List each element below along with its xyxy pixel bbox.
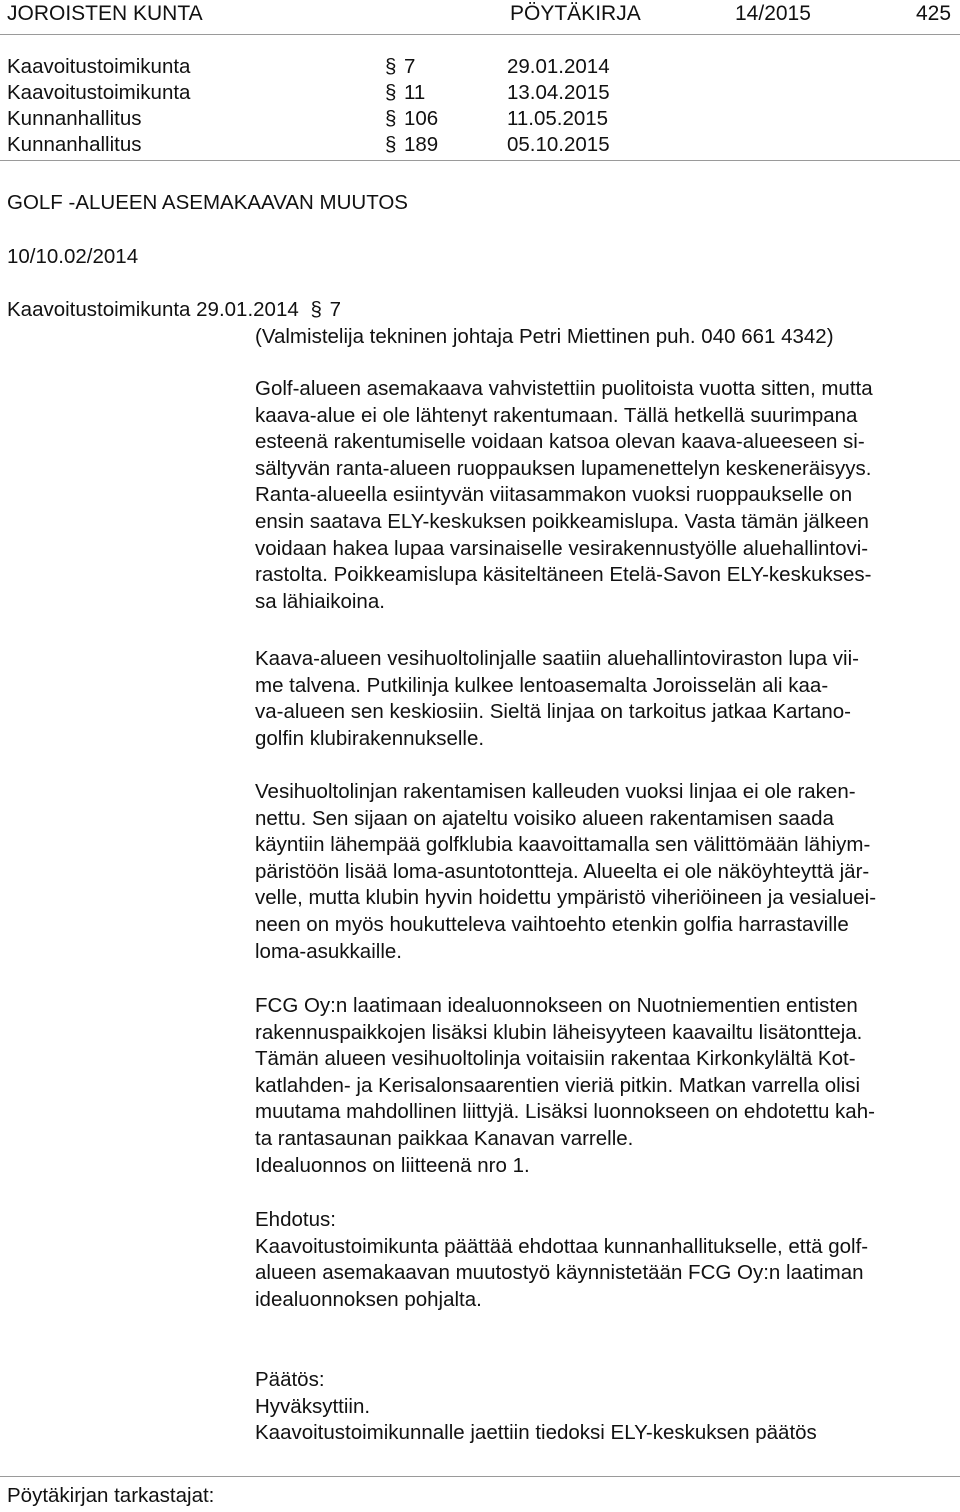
prior-meeting <box>7 298 341 322</box>
paragraph-plan-status <box>255 376 960 615</box>
prior-meeting-line: Kaavoitustoimikunta 29.01.2014 <box>7 298 299 321</box>
text-line: idealuonnoksen pohjalta. <box>255 1287 482 1311</box>
history-row <box>7 107 707 133</box>
page-title: GOLF -ALUEEN ASEMAKAAVAN MUUTOS <box>7 191 408 214</box>
text-line: va-alueen sen keskiosiin. Sieltä linjaa on tarkoitus jatkaa Kartano- <box>255 700 851 724</box>
text-line: Idealuonnos on liitteenä nro 1. <box>255 1153 530 1177</box>
section-sign-icon: § <box>385 133 397 156</box>
history-number: 7 <box>404 55 416 78</box>
history-body: Kunnanhallitus <box>7 133 142 156</box>
text-line: ensin saatava ELY-keskuksen poikkeamislupa. Vasta tämän jälkeen <box>255 509 869 533</box>
text-line: sa lähiaikoina. <box>255 589 385 613</box>
text-line: Hyväksyttiin. <box>255 1394 371 1418</box>
text-line: Golf-alueen asemakaava vahvistettiin puolitoista vuotta sitten, mutta <box>255 377 873 400</box>
paragraph-proposal <box>255 1207 960 1313</box>
history-date: 13.04.2015 <box>507 81 610 104</box>
history-row <box>7 133 707 159</box>
history-date: 11.05.2015 <box>507 107 609 130</box>
text-line: rastolta. Poikkeamislupa käsiteltäneen Etelä-Savon ELY-keskukses- <box>255 563 872 587</box>
text-line: sältyvän ranta-alueen ruoppauksen lupamenettelyn keskeneräisyys. <box>255 456 872 480</box>
paragraph-decision <box>255 1367 960 1447</box>
text-line: Kaavoitustoimikunta päättää ehdottaa kunnanhallitukselle, että golf- <box>255 1234 869 1258</box>
section-sign-icon: § <box>310 298 322 321</box>
paragraph-draft-plan <box>255 993 960 1179</box>
header-divider <box>0 34 960 35</box>
text-line: loma-asukkaille. <box>255 939 402 963</box>
text-line: alueen asemakaavan muutostyö käynnistetään FCG Oy:n laatiman <box>255 1261 864 1285</box>
text-line: me talvena. Putkilinja kulkee lentoasemalta Joroisselän ali kaa- <box>255 673 829 697</box>
proposal-heading: Ehdotus: <box>255 1208 336 1231</box>
municipality-name: JOROISTEN KUNTA <box>7 2 203 25</box>
text-line: Kaavoitustoimikunnalle jaettiin tiedoksi ELY-keskuksen päätös <box>255 1421 817 1445</box>
text-line: Kaava-alueen vesihuoltolinjalle saatiin aluehallintoviraston lupa vii- <box>255 647 859 670</box>
footer-divider <box>0 1476 960 1477</box>
page-number: 425 <box>916 2 952 25</box>
reference-number: 10/10.02/2014 <box>7 245 139 268</box>
minutes-number: 14/2015 <box>735 2 811 25</box>
text-line: Ranta-alueella esiintyvän viitasammakon vuoksi ruoppaukselle on <box>255 483 853 507</box>
text-line: kaava-alue ei ole lähtenyt rakentumaan. Tällä hetkellä suurimpana <box>255 403 858 427</box>
prior-meeting-number: 7 <box>329 298 341 321</box>
history-number: 189 <box>404 133 439 156</box>
history-date: 05.10.2015 <box>507 133 610 156</box>
text-line: neen on myös houkutteleva vaihtoehto etenkin golfia harrastaville <box>255 912 849 936</box>
paragraph-construction-cost <box>255 779 960 965</box>
preparer-note: (Valmistelija tekninen johtaja Petri Miettinen puh. 040 661 4342) <box>255 325 834 348</box>
text-line: katlahden- ja Kerisalonsaarentien vieriä pitkin. Matkan varrella olisi <box>255 1073 861 1097</box>
history-body: Kaavoitustoimikunta <box>7 81 191 104</box>
text-line: muutama mahdollinen liittyjä. Lisäksi luonnokseen on ehdotettu kah- <box>255 1100 875 1124</box>
text-line: nettu. Sen sijaan on ajateltu voisiko alueen rakentamisen saada <box>255 806 834 830</box>
section-sign-icon: § <box>385 107 397 130</box>
text-line: FCG Oy:n laatimaan idealuonnokseen on Nuotniementien entisten <box>255 994 858 1017</box>
history-body: Kaavoitustoimikunta <box>7 55 191 78</box>
document-type: PÖYTÄKIRJA <box>510 2 641 25</box>
text-line: voidaan hakea lupaa varsinaiselle vesirakennustyölle aluehallintovi- <box>255 536 869 560</box>
section-sign-icon: § <box>385 55 397 78</box>
history-body: Kunnanhallitus <box>7 107 142 130</box>
text-line: esteenä rakentumiselle voidaan katsoa olevan kaava-alueeseen si- <box>255 430 865 454</box>
text-line: päristöön lisää loma-asuntotontteja. Alueelta ei ole näköyhteyttä jär- <box>255 859 870 883</box>
decision-heading: Päätös: <box>255 1368 325 1391</box>
section-sign-icon: § <box>385 81 397 104</box>
text-line: rakennuspaikkojen lisäksi klubin läheisyyteen kaavailtu lisätontteja. <box>255 1020 863 1044</box>
history-date: 29.01.2014 <box>507 55 610 78</box>
history-row <box>7 55 707 81</box>
text-line: ta rantasaunan paikkaa Kanavan varrelle. <box>255 1126 634 1150</box>
reviewers-label: Pöytäkirjan tarkastajat: <box>7 1484 215 1507</box>
history-row <box>7 81 707 107</box>
history-divider <box>0 160 960 161</box>
text-line: golfin klubirakennukselle. <box>255 726 485 750</box>
paragraph-water-supply <box>255 646 960 752</box>
history-number: 106 <box>404 107 439 130</box>
text-line: Vesihuoltolinjan rakentamisen kalleuden vuoksi linjaa ei ole raken- <box>255 780 856 803</box>
history-number: 11 <box>404 81 426 104</box>
text-line: Tämän alueen vesihuoltolinja voitaisiin rakentaa Kirkonkylältä Kot- <box>255 1047 856 1071</box>
text-line: käyntiin lähempää golfklubia kaavoittamalla sen välittömään lähiym- <box>255 833 871 857</box>
text-line: velle, mutta klubin hyvin hoidettu ympäristö viheriöineen ja vesialuei- <box>255 886 877 910</box>
